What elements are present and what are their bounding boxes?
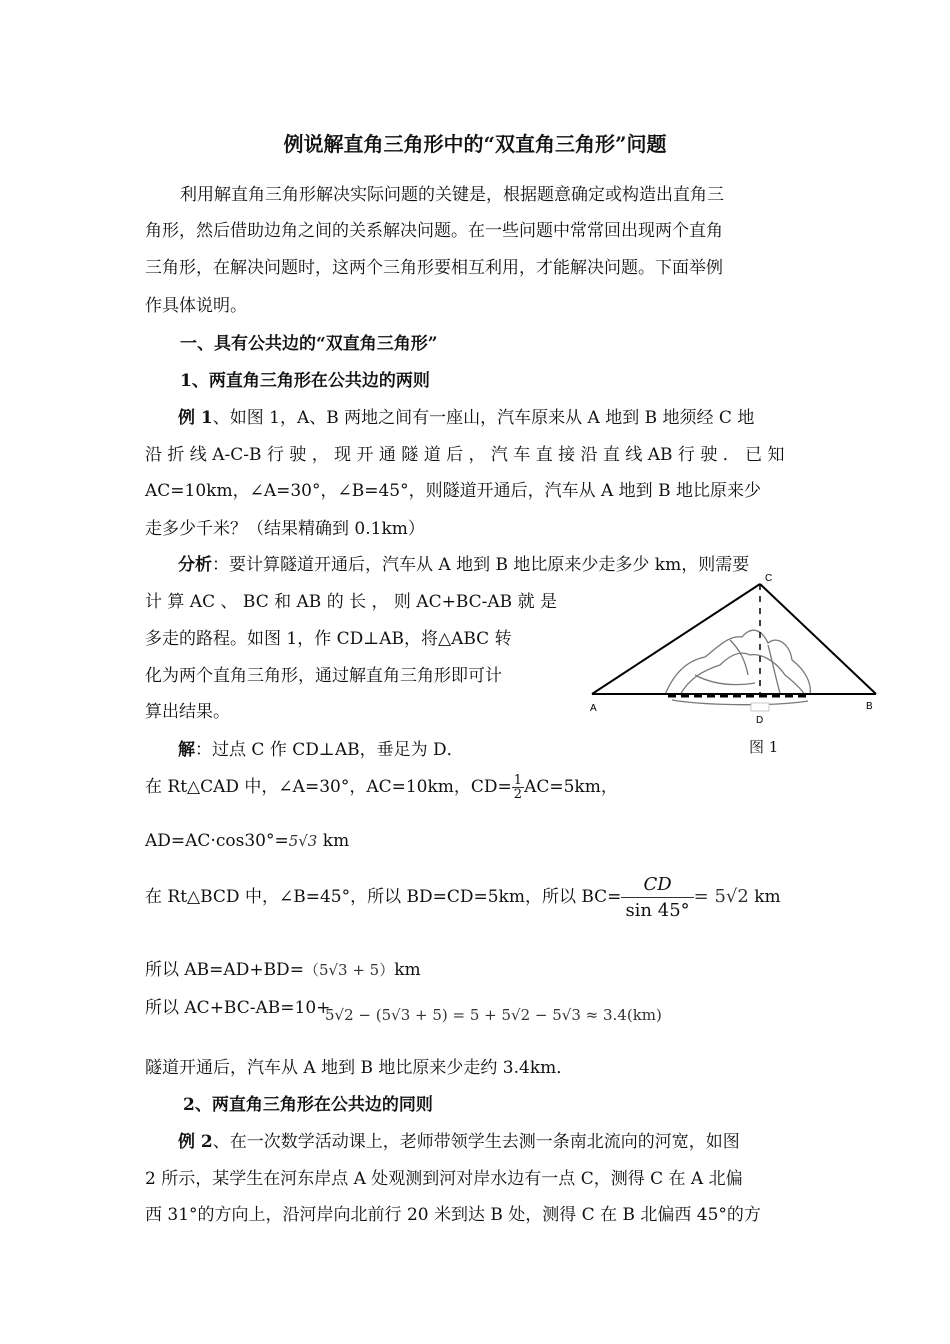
intro-line: 三角形，在解决问题时，这两个三角形要相互利用，才能解决问题。下面举例	[145, 258, 723, 278]
page-title: 例说解直角三角形中的“双直角三角形”问题	[283, 132, 667, 156]
label-a: A	[590, 703, 597, 714]
example-2-line: 西 31°的方向上，沿河岸向北前行 20 米到达 B 处，测得 C 在 B 北偏西 45°的方	[145, 1205, 761, 1225]
solution-line: 所以 AC+BC-AB=10+	[145, 998, 331, 1018]
label-d: D	[756, 715, 764, 725]
d-marker	[751, 703, 769, 711]
solution-line: AD=AC·cos30°=5√3 km	[145, 831, 350, 851]
example-2-label: 例 2	[178, 1132, 213, 1152]
solution-line: 解：过点 C 作 CD⊥AB，垂足为 D．	[178, 740, 464, 760]
analysis-label: 分析	[178, 555, 212, 575]
side-bc	[760, 584, 876, 694]
solution-conclusion: 隧道开通后，汽车从 A 地到 B 地比原来少走约 3.4km．	[145, 1058, 574, 1078]
math-ab-sum: （5√3 + 5）	[303, 961, 395, 979]
analysis-line: 算出结果。	[145, 702, 230, 722]
example-1-line: 例 1、如图 1，A、B 两地之间有一座山，汽车原来从 A 地到 B 地须经 C 地	[178, 408, 755, 428]
label-b: B	[866, 701, 873, 712]
solution-label: 解	[178, 740, 195, 760]
math-difference: 5√2 − (5√3 + 5) = 5 + 5√2 − 5√3 ≈ 3.4(km)	[325, 1006, 662, 1024]
analysis-line: 多走的路程。如图 1，作 CD⊥AB，将△ABC 转	[145, 629, 512, 649]
figure-1-caption: 图 1	[749, 738, 779, 756]
solution-line: 所以 AB=AD+BD=（5√3 + 5）km	[145, 960, 421, 980]
example-2-line: 例 2、在一次数学活动课上，老师带领学生去测一条南北流向的河宽，如图	[178, 1132, 740, 1152]
analysis-line: 化为两个直角三角形，通过解直角三角形即可计	[145, 666, 502, 686]
analysis-line: 分析：要计算隧道开通后，汽车从 A 地到 B 地比原来少走多少 km，则需要	[178, 555, 750, 575]
intro-line: 作具体说明。	[145, 296, 247, 316]
solution-line: 在 Rt△CAD 中，∠A=30°，AC=10km，CD= $\frac{1}{2}$ AC=5km，	[145, 773, 618, 802]
fraction-cd-sin45: $\frac{CD}{\sin 45^\circ}$	[621, 872, 693, 923]
math-5-root-3: 5√3	[288, 832, 318, 850]
solution-line: 在 Rt△BCD 中，∠B=45°，所以 BD=CD=5km，所以 BC= $\frac{CD}{\sin 45^\circ}$ = 5√2 km	[145, 874, 781, 921]
example-2-line: 2 所示，某学生在河东岸点 A 处观测到河对岸水边有一点 C，测得 C 在 A 北偏	[145, 1169, 743, 1189]
example-1-label: 例 1	[178, 408, 213, 428]
section-heading: 一、具有公共边的“双直角三角形”	[180, 334, 438, 354]
analysis-line: 计 算 AC 、 BC 和 AB 的 长 ， 则 AC+BC-AB 就 是	[145, 592, 557, 612]
math-5-root-2: = 5√2	[693, 886, 749, 907]
figure-1-diagram	[580, 565, 890, 725]
subsection-heading: 2、两直角三角形在公共边的同则	[183, 1095, 433, 1115]
side-ac	[592, 584, 760, 694]
example-1-line: 走多少千米？（结果精确到 0.1km）	[145, 519, 425, 539]
intro-line: 角形，然后借助边角之间的关系解决问题。在一些问题中常常回出现两个直角	[145, 221, 723, 241]
label-c: C	[765, 573, 773, 584]
fraction-one-half: $\frac{1}{2}$	[513, 773, 523, 802]
intro-line: 利用解直角三角形解决实际问题的关键是，根据题意确定或构造出直角三	[180, 185, 724, 205]
example-1-line: AC=10km，∠A=30°，∠B=45°，则隧道开通后，汽车从 A 地到 B 地比原来少	[145, 481, 761, 501]
example-1-line: 沿 折 线 A-C-B 行 驶 ， 现 开 通 隧 道 后 ， 汽 车 直 接 沿 直 线 AB 行 驶 ． 已 知	[145, 445, 785, 465]
subsection-heading: 1、两直角三角形在公共边的两则	[180, 371, 430, 391]
